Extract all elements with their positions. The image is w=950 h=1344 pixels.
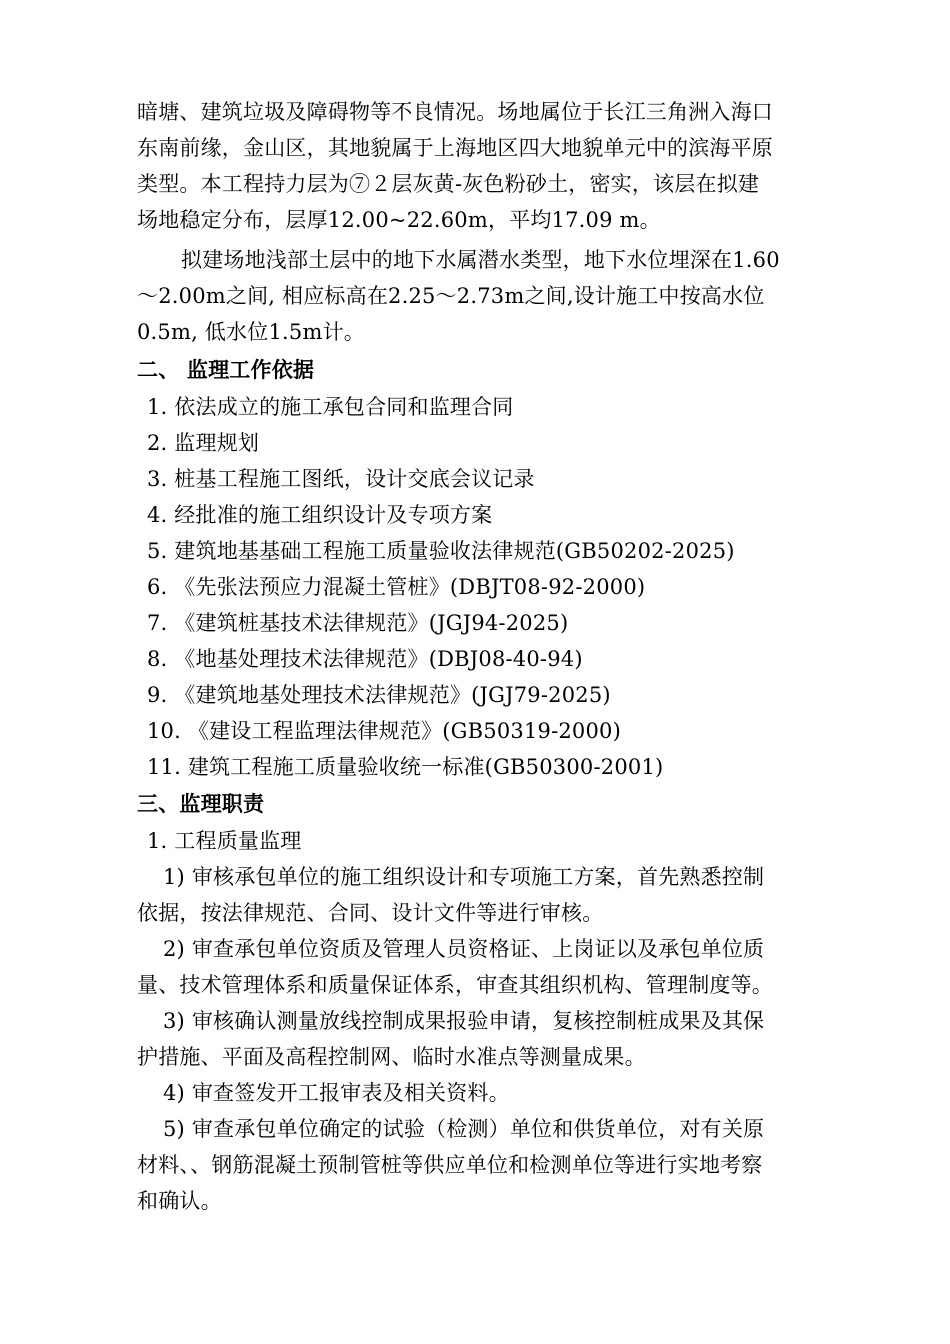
list-item: 2. 监理规划	[147, 431, 260, 455]
paragraph-line: 护措施、平面及高程控制网、临时水准点等测量成果。	[137, 1045, 646, 1069]
paragraph-line: 场地稳定分布，层厚12.00~22.60m，平均17.09 m。	[137, 208, 661, 232]
paragraph-line: 4) 审查签发开工报审表及相关资料。	[163, 1081, 510, 1105]
paragraph-line: 0.5m, 低水位1.5m计。	[137, 320, 365, 344]
list-item: 11. 建筑工程施工质量验收统一标准(GB50300-2001)	[147, 755, 664, 779]
paragraph-line: 依据，按法律规范、合同、设计文件等进行审核。	[137, 901, 604, 925]
list-item: 8. 《地基处理技术法律规范》(DBJ08-40-94)	[147, 647, 583, 671]
paragraph-line: 2) 审查承包单位资质及管理人员资格证、上岗证以及承包单位质	[163, 937, 765, 961]
section-heading: 三、监理职责	[137, 792, 265, 816]
paragraph-line: 量、技术管理体系和质量保证体系，审查其组织机构、管理制度等。	[137, 973, 773, 997]
paragraph-line: 暗塘、建筑垃圾及障碍物等不良情况。场地属位于长江三角洲入海口	[137, 100, 773, 124]
list-item: 3. 桩基工程施工图纸，设计交底会议记录	[147, 467, 535, 491]
paragraph-line: 5) 审查承包单位确定的试验（检测）单位和供货单位，对有关原	[163, 1117, 765, 1141]
list-item: 1. 依法成立的施工承包合同和监理合同	[147, 395, 514, 419]
paragraph-line: 3) 审核确认测量放线控制成果报验申请，复核控制桩成果及其保	[163, 1009, 765, 1033]
section-heading: 二、 监理工作依据	[137, 358, 315, 382]
paragraph-line: 和确认。	[137, 1189, 222, 1213]
subsection-heading: 1. 工程质量监理	[147, 829, 302, 853]
list-item: 9. 《建筑地基处理技术法律规范》(JGJ79-2025)	[147, 683, 611, 707]
paragraph-line: 东南前缘，金山区，其地貌属于上海地区四大地貌单元中的滨海平原	[137, 136, 773, 160]
paragraph-line: 1) 审核承包单位的施工组织设计和专项施工方案，首先熟悉控制	[163, 865, 765, 889]
list-item: 5. 建筑地基基础工程施工质量验收法律规范(GB50202-2025)	[147, 539, 735, 563]
paragraph-line: 类型。本工程持力层为⑦２层灰黄-灰色粉砂土，密实，该层在拟建	[137, 172, 760, 196]
list-item: 6. 《先张法预应力混凝土管桩》(DBJT08-92-2000)	[147, 575, 646, 599]
list-item: 10. 《建设工程监理法律规范》(GB50319-2000)	[147, 719, 622, 743]
list-item: 4. 经批准的施工组织设计及专项方案	[147, 503, 493, 527]
list-item: 7. 《建筑桩基技术法律规范》(JGJ94-2025)	[147, 611, 569, 635]
paragraph-line: ～2.00m之间, 相应标高在2.25～2.73m之间,设计施工中按高水位	[137, 284, 765, 308]
paragraph-line: 材料、、钢筋混凝土预制管桩等供应单位和检测单位等进行实地考察	[137, 1153, 763, 1177]
paragraph-line: 拟建场地浅部土层中的地下水属潜水类型，地下水位埋深在1.60	[181, 248, 780, 272]
